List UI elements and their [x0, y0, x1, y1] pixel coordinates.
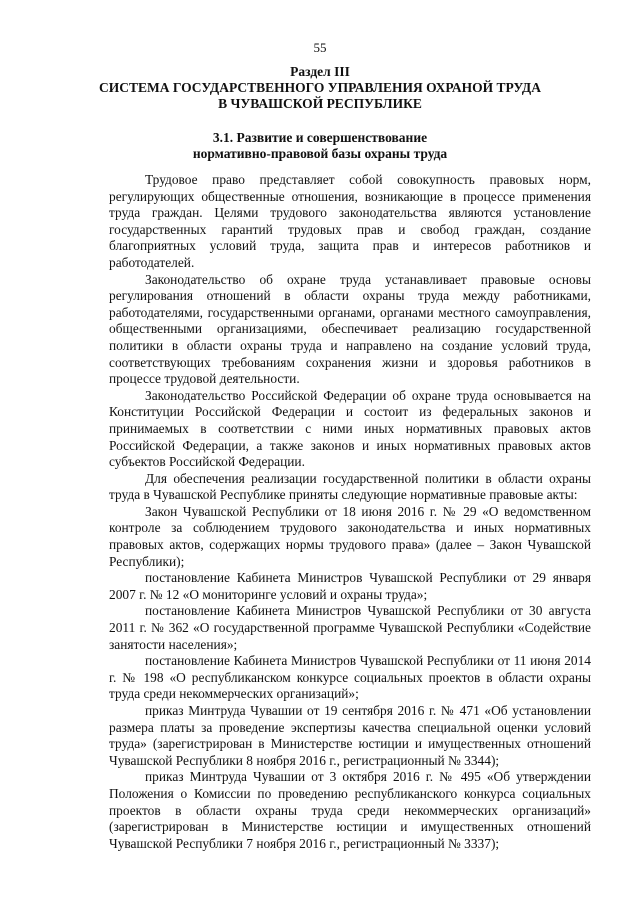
section-heading: [80, 64, 560, 112]
paragraph: Для обеспечения реализации государственной политики в области охраны труда в Чувашской Республике приняты следующие нормативные правовые акты:: [109, 470, 591, 503]
body-text: [109, 172, 591, 852]
subsection-title-line1: 3.1. Развитие и совершенствование: [212, 130, 428, 145]
section-title-line2: В ЧУВАШСКОЙ РЕСПУБЛИКЕ: [218, 96, 422, 111]
paragraph: Закон Чувашской Республики от 18 июня 2016 г. № 29 «О ведомственном контроле за соблюдением трудового законодательства и иных нормативных правовых актов, содержащих нормы трудового права» (далее – Закон Чувашской Республики);: [109, 503, 591, 569]
paragraph: Законодательство об охране труда устанавливает правовые основы регулирования отношений в области охраны труда между работниками, работодателями, государственными органами, органами местного самоуправления, общественными организациями, обеспечивает реализацию государственной политики в области охраны труда и направлено на создание условий труда, соответствующих требованиям сохранения жизни и здоровья работников в процессе трудовой деятельности.: [109, 271, 591, 387]
page-number: 55: [313, 40, 327, 55]
paragraph: постановление Кабинета Министров Чувашской Республики от 29 января 2007 г. № 12 «О мониторинге условий и охраны труда»;: [109, 570, 591, 602]
paragraph: постановление Кабинета Министров Чувашской Республики от 30 августа 2011 г. № 362 «О государственной программе Чувашской Республики «Содействие занятости населения»;: [109, 603, 591, 652]
subsection-title-line2: нормативно-правовой базы охраны труда: [192, 146, 448, 161]
paragraph: приказ Минтруда Чувашии от 3 октября 2016 г. № 495 «Об утверждении Положения о Комиссии по проведению республиканского конкурса социальных проектов в области охраны труда среди некоммерческих организаций» (зарегистрирован в Министерстве юстиции и имущественных отношений Чувашской Республики 7 ноября 2016 г., регистрационный № 3337);: [109, 769, 591, 851]
paragraph: постановление Кабинета Министров Чувашской Республики от 11 июня 2014 г. № 198 «О республиканском конкурсе социальных проектов в области охраны труда среди некоммерческих организаций»;: [109, 653, 591, 702]
paragraph: Законодательство Российской Федерации об охране труда основывается на Конституции Российской Федерации и состоит из федеральных законов и принимаемых в соответствии с ними иных нормативных правовых актов Российской Федерации, а также законов и иных нормативных правовых актов субъектов Российской Федерации.: [109, 387, 591, 470]
section-title-line1: СИСТЕМА ГОСУДАРСТВЕННОГО УПРАВЛЕНИЯ ОХРАНОЙ ТРУДА: [99, 80, 541, 95]
paragraph: приказ Минтруда Чувашии от 19 сентября 2016 г. № 471 «Об установлении размера платы за проведение экспертизы качества специальной оценки условий труда» (зарегистрирован в Министерстве юстиции и имущественных отношений Чувашской Республики 8 ноября 2016 г., регистрационный № 3344);: [109, 703, 591, 768]
paragraph: Трудовое право представляет собой совокупность правовых норм, регулирующих общественные отношения, возникающие в процессе применения труда граждан. Целями трудового законодательства являются установление государственных гарантий трудовых прав и свобод граждан, создание благоприятных условий труда, защита прав и интересов работников и работодателей.: [109, 172, 591, 270]
section-label: Раздел III: [290, 64, 350, 79]
subsection-heading: [80, 130, 560, 162]
